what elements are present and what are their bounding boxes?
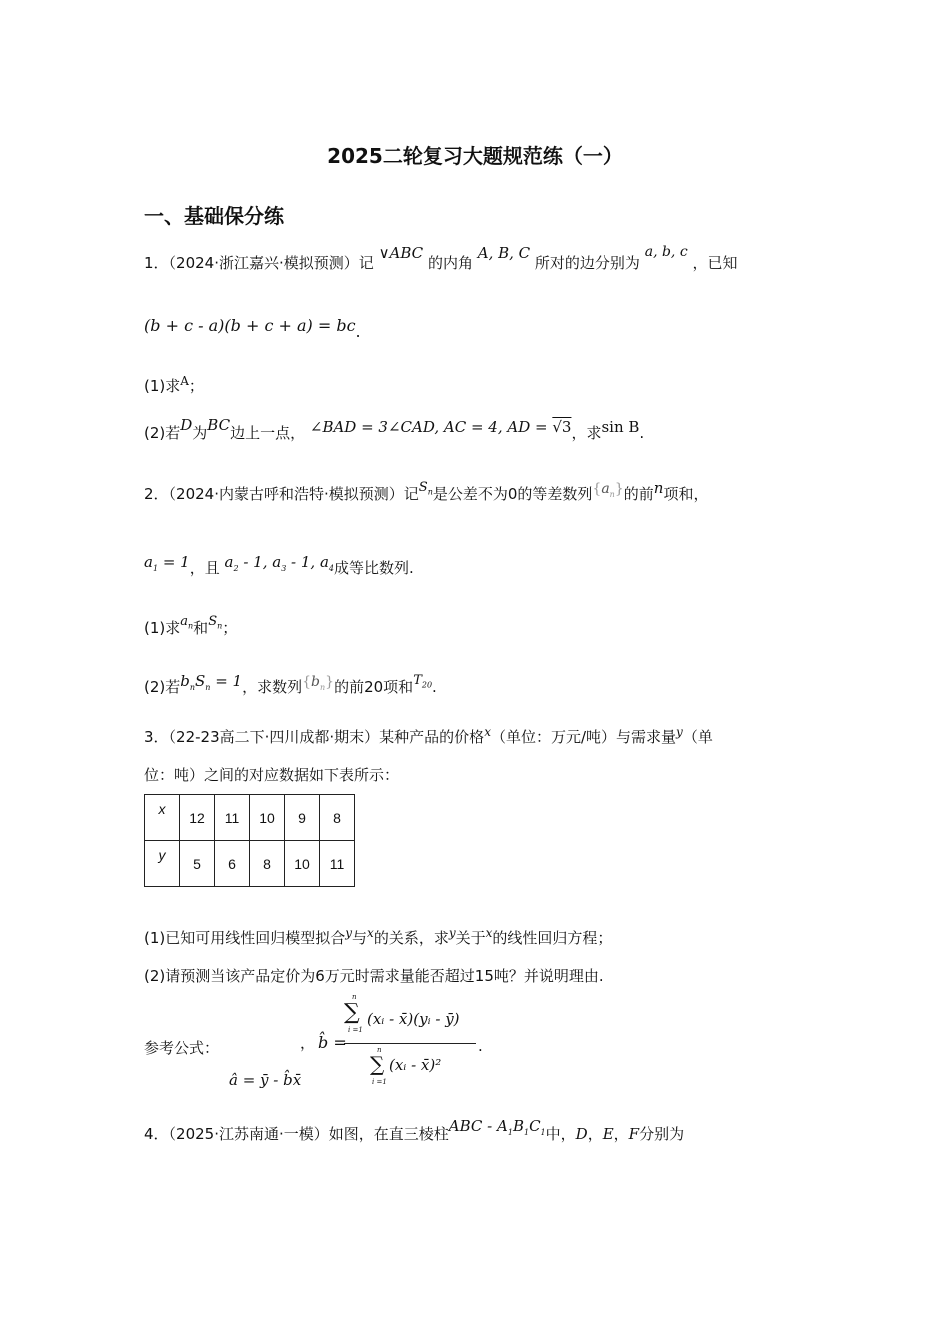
- problem-1-equation: (b + c - a)(b + c + a) = bc.: [144, 316, 361, 341]
- table-cell: 8: [250, 841, 285, 887]
- math-sqrt: √3: [552, 418, 572, 436]
- table-header-cell: y: [145, 841, 180, 887]
- table-cell: 12: [180, 795, 215, 841]
- problem-3-line-2: 位：吨）之间的对应数据如下表所示：: [144, 766, 400, 784]
- page-title: 2025二轮复习大题规范练（一）: [327, 144, 623, 168]
- table-cell: 10: [285, 841, 320, 887]
- problem-3-line-1: 3．（22-23高二下·四川成都·期末）某种产品的价格$^x$（单位：万元/吨）与需求量$^y$（单: [144, 725, 713, 746]
- formula-denominator: (xᵢ - x̄)²: [389, 1056, 442, 1074]
- math-angles: A, B, C: [477, 244, 531, 262]
- formula-label: 参考公式：: [144, 1039, 220, 1057]
- table-cell: 6: [215, 841, 250, 887]
- problem-number: 4．: [144, 1125, 169, 1143]
- a-hat-formula: â = ȳ - b̂x̄: [229, 1071, 302, 1089]
- table-row: [145, 795, 355, 841]
- problem-source: （22-23高二下·四川成都·期末）: [168, 728, 380, 746]
- problem-number: 1．: [144, 254, 169, 272]
- table-header-cell: x: [145, 795, 180, 841]
- problem-3-question-1: (1)已知可用线性回归模型拟合$^y$与$^x$的关系，求$^y$关于$^x$的线性回归方程；: [144, 926, 613, 947]
- problem-2-line-2: $a_1 = 1$，且 $a_2 - 1$, $a_3 - 1$, $a_4$成等比数列.: [144, 553, 414, 577]
- table-cell: 9: [285, 795, 320, 841]
- problem-1-line-1: 1．（2024·浙江嘉兴·模拟预测）记 ∨ABC 的内角 A, B, C 所对的边分别为 a, b, c ，已知: [144, 244, 738, 272]
- fraction-bar: [344, 1043, 476, 1044]
- table-row: [145, 841, 355, 887]
- table-cell: 11: [320, 841, 355, 887]
- table-cell: 5: [180, 841, 215, 887]
- table-cell: 11: [215, 795, 250, 841]
- problem-4-line-1: 4．（2025·江苏南通·一模）如图，在直三棱柱ABC - $A_1B_1C_1$中，D，E，F分别为: [144, 1117, 685, 1143]
- problem-number: 3．: [144, 728, 169, 746]
- data-table: [144, 794, 355, 887]
- problem-1-question-1: (1)求$^A$；: [144, 374, 204, 395]
- math-sequence: $a_2 - 1$, $a_3 - 1$, $a_4$: [224, 553, 335, 573]
- b-hat-label: b̂ =: [318, 1033, 347, 1052]
- formula-comma: ，: [300, 1034, 316, 1052]
- problem-2-line-1: 2．（2024·内蒙古呼和浩特·模拟预测）记$S_n$是公差不为0的等差数列$\{a_n\}$的前n项和，: [144, 479, 709, 503]
- problem-source: （2024·内蒙古呼和浩特·模拟预测）: [168, 485, 404, 503]
- math-triangle: ∨ABC: [378, 244, 424, 262]
- table-cell: 8: [320, 795, 355, 841]
- table-cell: 10: [250, 795, 285, 841]
- sigma-denominator: ∑: [370, 1052, 385, 1076]
- problem-3-question-2: (2)请预测当该产品定价为6万元时需求量能否超过15吨？并说明理由.: [144, 967, 604, 985]
- problem-source: （2024·浙江嘉兴·模拟预测）: [168, 254, 359, 272]
- sigma-numerator: ∑: [344, 1000, 360, 1025]
- math-equation: (b + c - a)(b + c + a) = bc: [144, 316, 356, 335]
- math-condition: ∠BAD = 3∠CAD, AC = 4, AD =: [309, 418, 553, 436]
- problem-source: （2025·江苏南通·一模）: [168, 1125, 329, 1143]
- problem-1-question-2: (2)若D为BC边上一点， ∠BAD = 3∠CAD, AC = 4, AD = √3，求sin B.: [144, 416, 645, 442]
- problem-number: 2．: [144, 485, 169, 503]
- math-prism: ABC - $A_1B_1C_1$: [448, 1117, 546, 1137]
- math-sides: a, b, c: [644, 244, 688, 260]
- problem-2-question-1: (1)求$a_n$和$S_n$；: [144, 614, 238, 637]
- problem-2-question-2: (2)若$b_nS_n = 1$，求数列$\{b_n\}$的前20项和$T_{20}$.: [144, 672, 437, 696]
- section-heading: 一、基础保分练: [144, 204, 284, 228]
- formula-numerator: (xᵢ - x̄)(yᵢ - ȳ): [367, 1010, 460, 1028]
